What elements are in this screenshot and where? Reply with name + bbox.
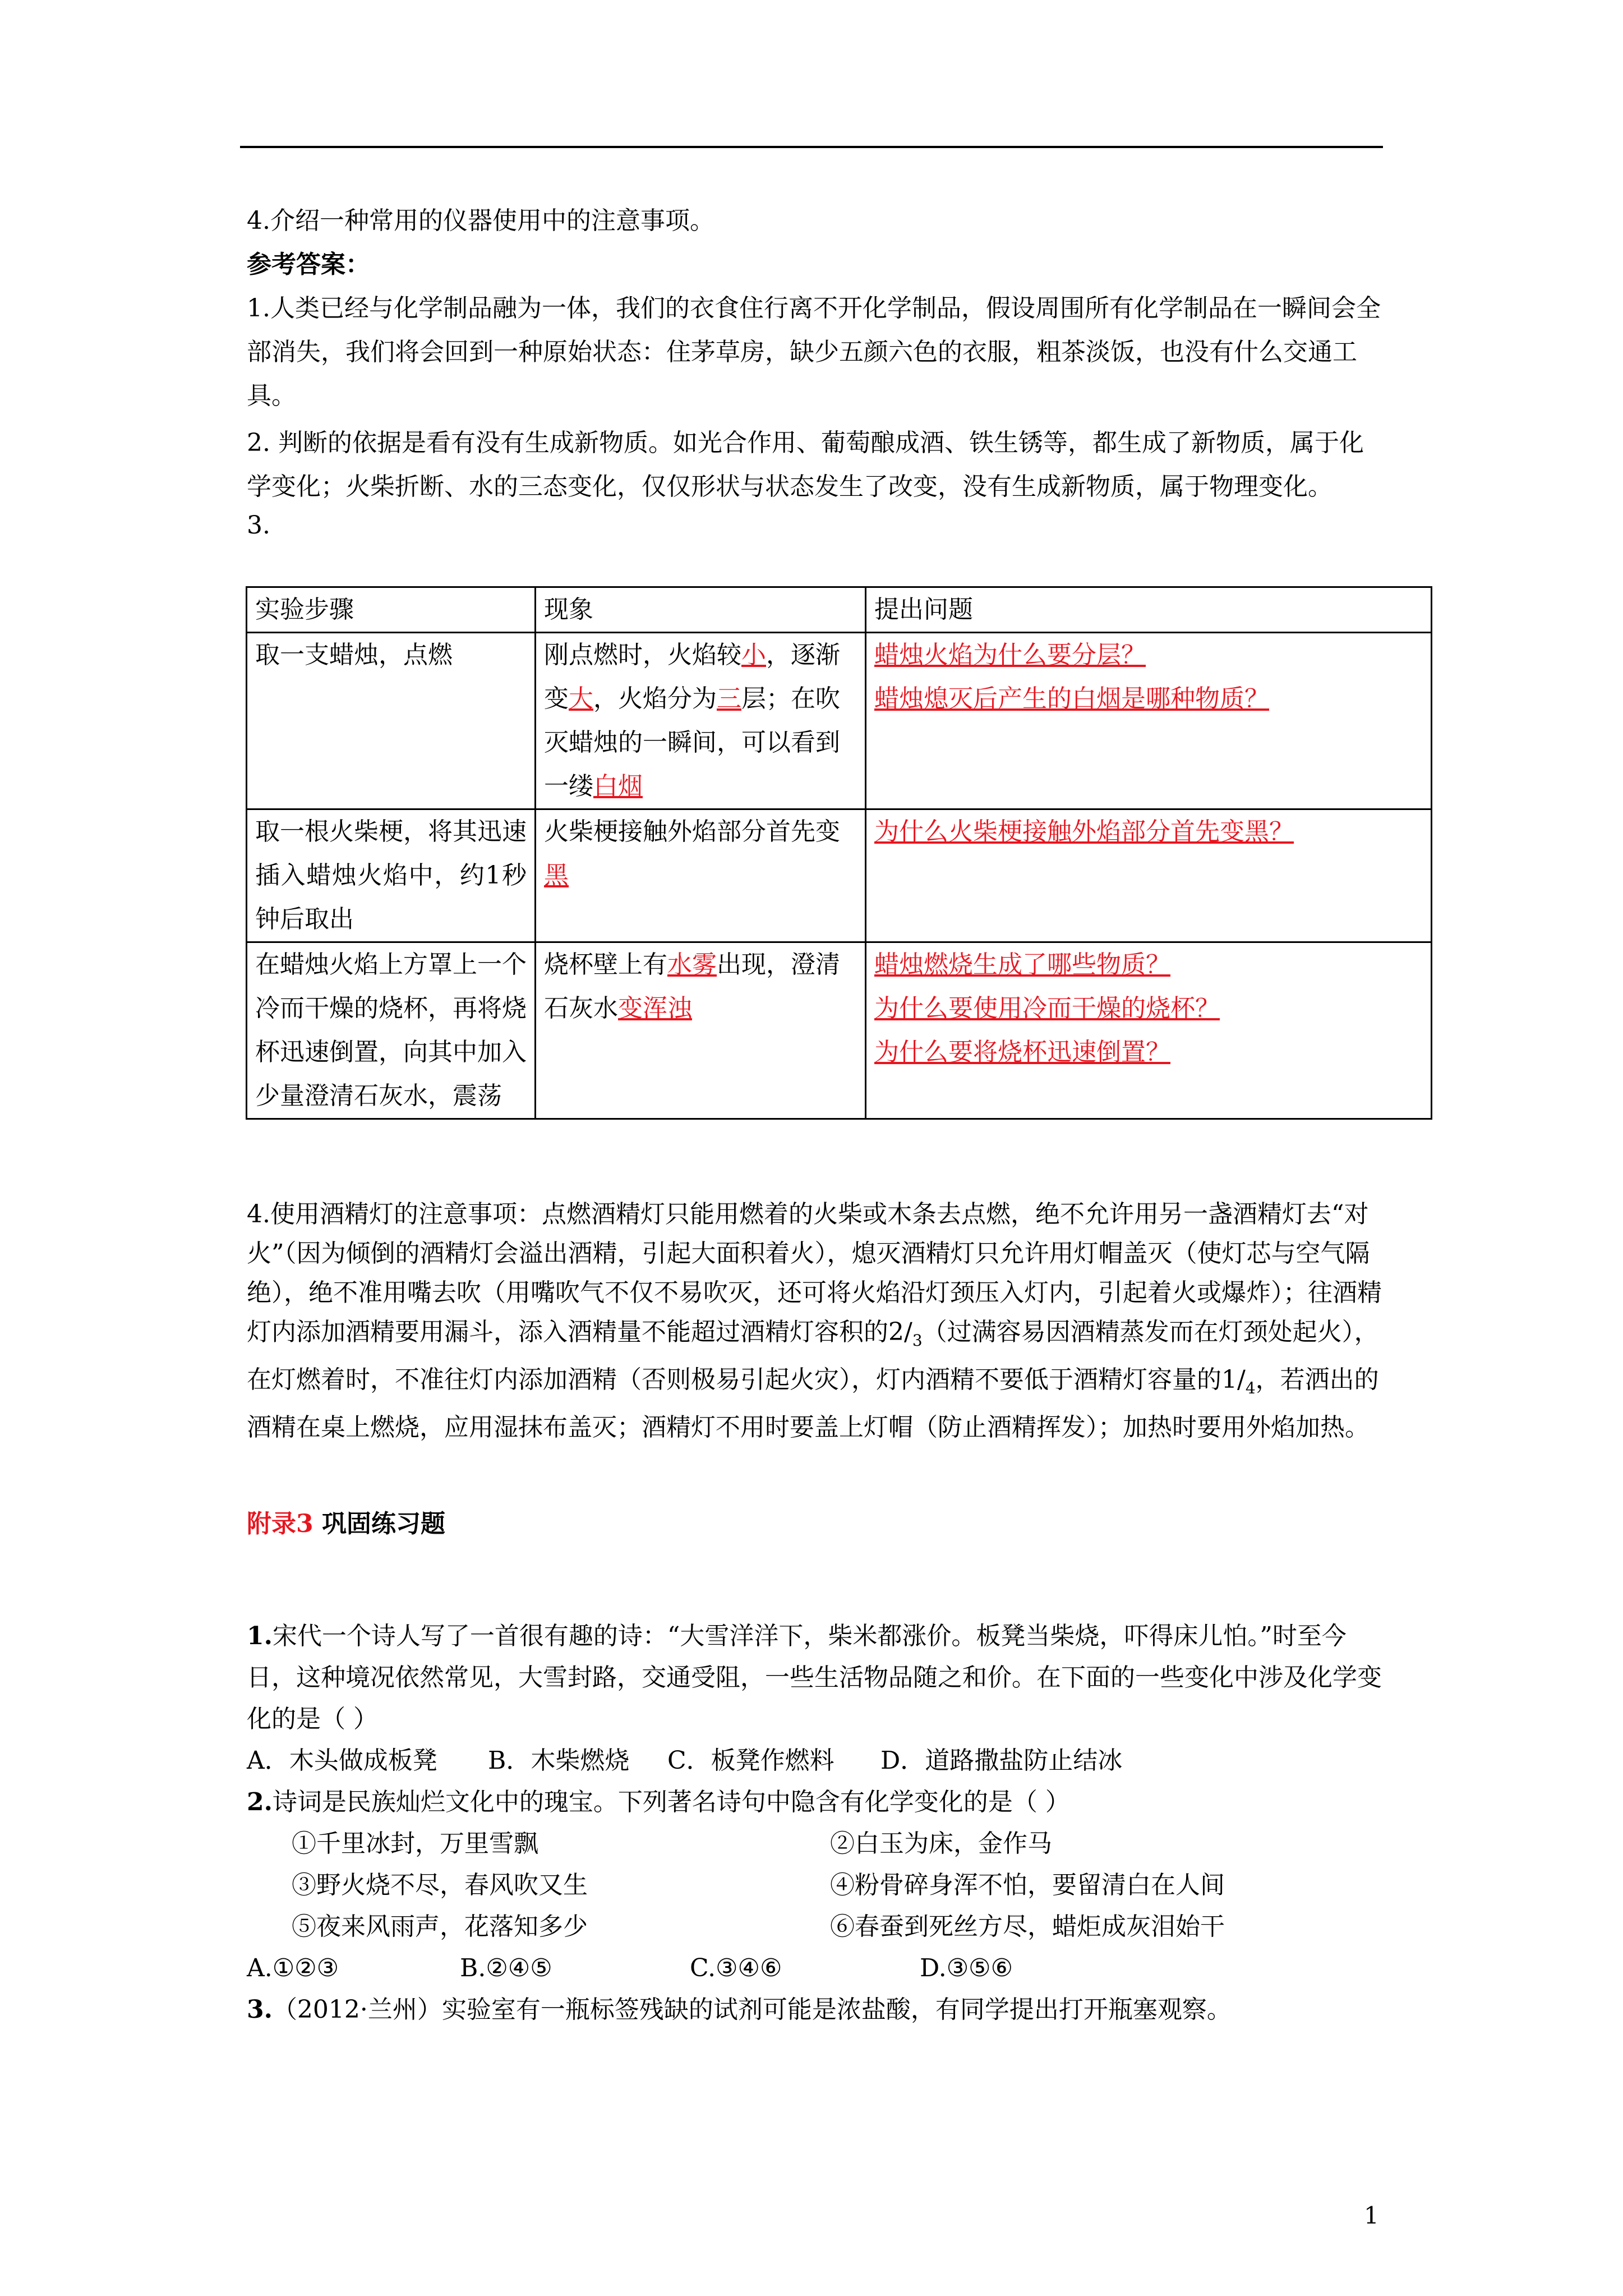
poem-item: ⑤夜来风雨声，花落知多少 [292,1912,588,1941]
row3-phenomenon [536,942,866,1119]
phen-text: 出现，澄清石灰水 [544,950,840,1023]
answers-block [247,199,1385,542]
poem-item: ②白玉为床，金作马 [830,1829,1052,1858]
problem-text: 宋代一个诗人写了一首很有趣的诗：“大雪洋洋下，柴米都涨价。板凳当柴烧，吓得床儿怕。”时至今日，这种境况依然常见，大雪封路，交通受阻，一些生活物品随之和价。在下面的一些变化中涉及化学变化的是（ ） [247,1622,1382,1733]
question-text: 为什么要将烧杯迅速倒置？ [874,1038,1170,1066]
option: B．木柴燃烧 [488,1746,630,1775]
answer-1: 1.人类已经与化学制品融为一体，我们的衣食住行离不开化学制品，假设周围所有化学制品在一瞬间会全部消失，我们将会回到一种原始状态：住茅草房，缺少五颜六色的衣服，粗茶淡饭，也没有什么交通工具。 [247,294,1381,410]
question-text: 蜡烛燃烧生成了哪些物质？ [874,950,1170,979]
fraction-denominator: 3 [912,1331,923,1350]
phen-text: ，逐渐变 [544,641,840,713]
question-text: 蜡烛熄灭后产生的白烟是哪种物质？ [874,684,1269,713]
answer-blank: 黑 [544,861,569,890]
problem-3 [247,1989,1385,2031]
problem-number: 3. [247,1995,273,2024]
answer-blank: 小 [741,641,766,669]
header-rule [240,146,1383,148]
answer-4-text: 4.使用酒精灯的注意事项：点燃酒精灯只能用燃着的火柴或木条去点燃，绝不允许用另一盏酒精灯去“对火”（因为倾倒的酒精灯会溢出酒精，引起大面积着火），熄灭酒精灯只允许用灯帽盖灭（使灯芯与空气隔绝），绝不准用嘴去吹（用嘴吹气不仅不易吹灭，还可将火焰沿灯颈压入灯内，引起着火或爆炸）；往酒精灯内添加酒精要用漏斗，添入酒精量不能超过酒精灯容积的2 [247,1200,1382,1346]
answer-blank: 三 [717,684,741,713]
option: C．板凳作燃料 [667,1746,834,1775]
answer-3-label: 3. [247,511,270,540]
row1-phenomenon [536,633,866,809]
option: D．道路撒盐防止结冰 [880,1746,1123,1775]
problem-1-options [247,1740,1385,1782]
poem-item: ①千里冰封，万里雪飘 [292,1829,538,1858]
poem-item: ③野火烧不尽，春风吹又生 [292,1871,588,1899]
answer-blank: 变浑浊 [618,994,692,1023]
row3-step: 在蜡烛火焰上方罩上一个冷而干燥的烧杯，再将烧杯迅速倒置，向其中加入少量澄清石灰水，震荡 [247,942,536,1119]
poem-list [247,1823,1385,1948]
phen-text: 火柴梗接触外焰部分首先变 [544,817,840,846]
phen-text: 刚点燃时，火焰较 [544,641,741,669]
option: B.②④⑤ [460,1954,552,1982]
option: C.③④⑥ [690,1954,782,1982]
header-question: 提出问题 [866,587,1432,633]
appendix-label: 附录3 [247,1510,313,1538]
phen-text: ，火焰分为 [593,684,717,713]
fraction-sep: / [1237,1365,1246,1394]
row1-questions [866,633,1432,809]
answer-4-text: ，若洒出的酒精在桌上燃烧，应用湿抹布盖灭；酒精灯不用时要盖上灯帽（防止酒精挥发）；加热时要用外焰加热。 [247,1365,1379,1442]
problem-text: （2012·兰州）实验室有一瓶标签残缺的试剂可能是浓盐酸，有同学提出打开瓶塞观察。 [272,1995,1232,2024]
fraction-denominator: 4 [1245,1378,1256,1397]
problem-2 [247,1782,1385,1823]
question-text: 为什么要使用冷而干燥的烧杯？ [874,994,1220,1023]
table-row [247,942,1432,1119]
problem-2-options [247,1948,1385,1989]
fraction-sep: / [904,1318,912,1346]
option: A.①②③ [247,1954,339,1982]
row2-phenomenon [536,809,866,942]
problem-number: 2. [247,1788,273,1816]
row1-step: 取一支蜡烛，点燃 [247,633,536,809]
practice-problems [247,1616,1385,2031]
q4-intro: 4.介绍一种常用的仪器使用中的注意事项。 [247,206,714,235]
answer-blank: 水雾 [667,950,717,979]
header-step: 实验步骤 [247,587,536,633]
problem-1 [247,1616,1385,1740]
page-number: 1 [1364,2202,1379,2229]
phen-text: 层；在吹灭蜡烛的一瞬间，可以看到一缕 [544,684,840,800]
option: D.③⑤⑥ [920,1954,1013,1982]
poem-item: ⑥春蚕到死丝方尽，蜡炬成灰泪始干 [830,1912,1225,1941]
row2-step: 取一根火柴梗，将其迅速插入蜡烛火焰中，约1秒钟后取出 [247,809,536,942]
appendix-heading [247,1503,445,1539]
problem-text: 诗词是民族灿烂文化中的瑰宝。下列著名诗句中隐含有化学变化的是（ ） [272,1788,1070,1816]
table-row [247,809,1432,942]
row3-questions [866,942,1432,1119]
table-header-row [247,587,1432,633]
answer-blank: 白烟 [593,772,643,800]
option: A．木头做成板凳 [247,1746,437,1775]
poem-item: ④粉骨碎身浑不怕，要留清白在人间 [830,1871,1225,1899]
answer-4 [247,1195,1385,1447]
answer-2: 2. 判断的依据是看有没有生成新物质。如光合作用、葡萄酿成酒、铁生锈等，都生成了新物质，属于化学变化；火柴折断、水的三态变化，仅仅形状与状态发生了改变，没有生成新物质，属于物理变化。 [247,429,1364,501]
answer-blank: 大 [569,684,593,713]
row2-questions [866,809,1432,942]
question-text: 为什么火柴梗接触外焰部分首先变黑？ [874,817,1294,846]
answer-4-text: （过满容易因酒精蒸发而在灯颈处起火），在灯燃着时，不准往灯内添加酒精（否则极易引起火灾），灯内酒精不要低于酒精灯容量的1 [247,1318,1379,1394]
header-phenomenon: 现象 [536,587,866,633]
appendix-title: 巩固练习题 [321,1510,445,1538]
problem-number: 1. [247,1622,273,1650]
experiment-table [246,586,1432,1120]
question-text: 蜡烛火焰为什么要分层？ [874,641,1146,669]
phen-text: 烧杯壁上有 [544,950,667,979]
table-row [247,633,1432,809]
reference-answers-title: 参考答案： [247,250,370,279]
